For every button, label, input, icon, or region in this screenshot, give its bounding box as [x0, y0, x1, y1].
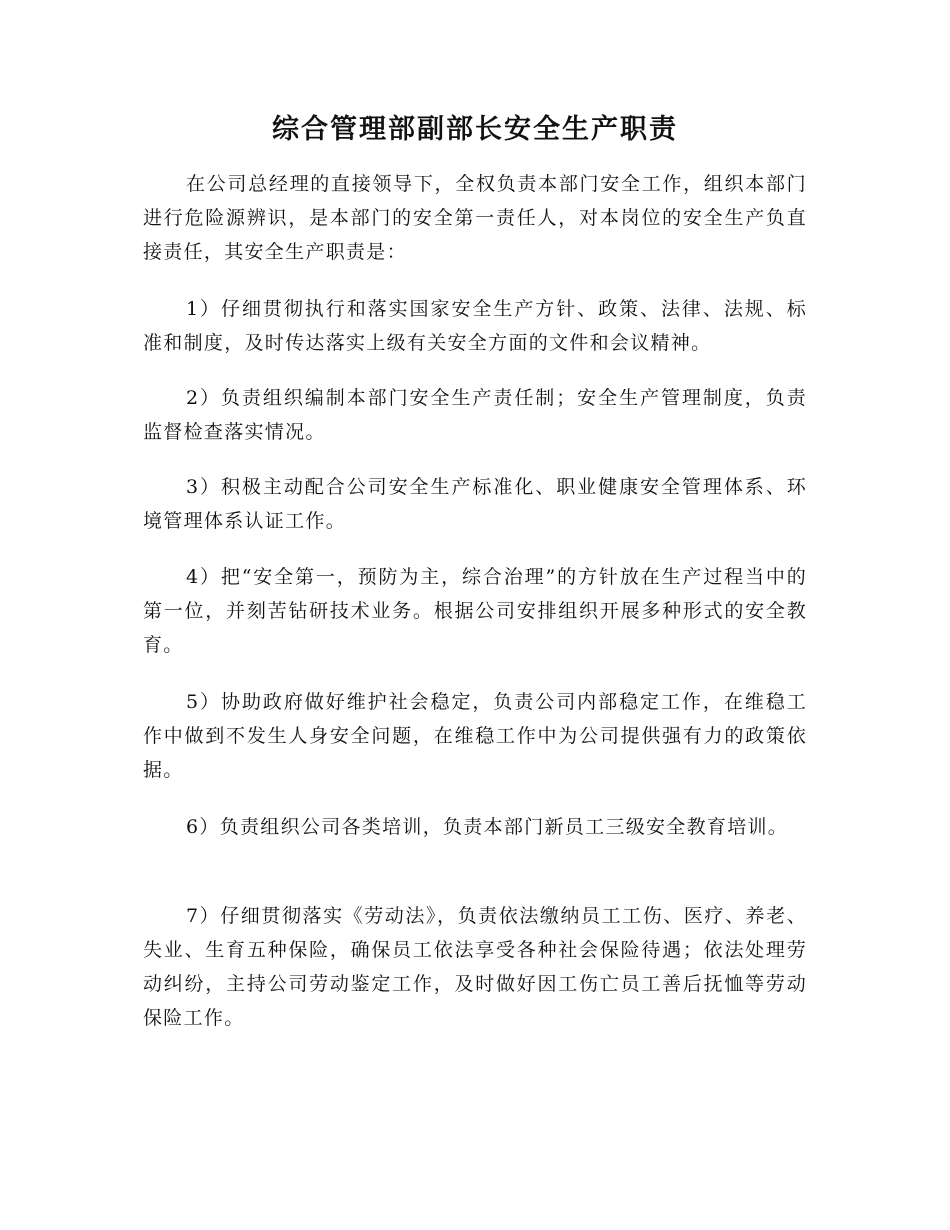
duty-paragraph-7: 7）仔细贯彻落实《劳动法》，负责依法缴纳员工工伤、医疗、养老、失业、生育五种保险，确保员工依法享受各种社会保险待遇；依法处理劳动纠纷，主持公司劳动鉴定工作，及时做好因工伤亡员工善后抚恤等劳动保险工作。 [143, 905, 807, 1029]
duty-paragraph-3: 3）积极主动配合公司安全生产标准化、职业健康安全管理体系、环境管理体系认证工作。 [143, 476, 807, 532]
duty-paragraph-1: 1）仔细贯彻执行和落实国家安全生产方针、政策、法律、法规、标准和制度，及时传达落实上级有关安全方面的文件和会议精神。 [143, 298, 807, 354]
document-title: 综合管理部副部长安全生产职责 [272, 114, 678, 145]
duty-paragraph-2: 2）负责组织编制本部门安全生产责任制；安全生产管理制度，负责监督检查落实情况。 [143, 387, 807, 443]
duty-paragraph-6: 6）负责组织公司各类培训，负责本部门新员工三级安全教育培训。 [186, 816, 789, 838]
intro-paragraph: 在公司总经理的直接领导下，全权负责本部门安全工作，组织本部门进行危险源辨识，是本部门的安全第一责任人，对本岗位的安全生产负直接责任，其安全生产职责是： [143, 173, 807, 263]
duty-paragraph-5: 5）协助政府做好维护社会稳定，负责公司内部稳定工作，在维稳工作中做到不发生人身安全问题，在维稳工作中为公司提供强有力的政策依据。 [143, 691, 807, 781]
duty-paragraph-4: 4）把“安全第一，预防为主，综合治理”的方针放在生产过程当中的第一位，并刻苦钻研技术业务。根据公司安排组织开展多种形式的安全教育。 [143, 566, 807, 656]
